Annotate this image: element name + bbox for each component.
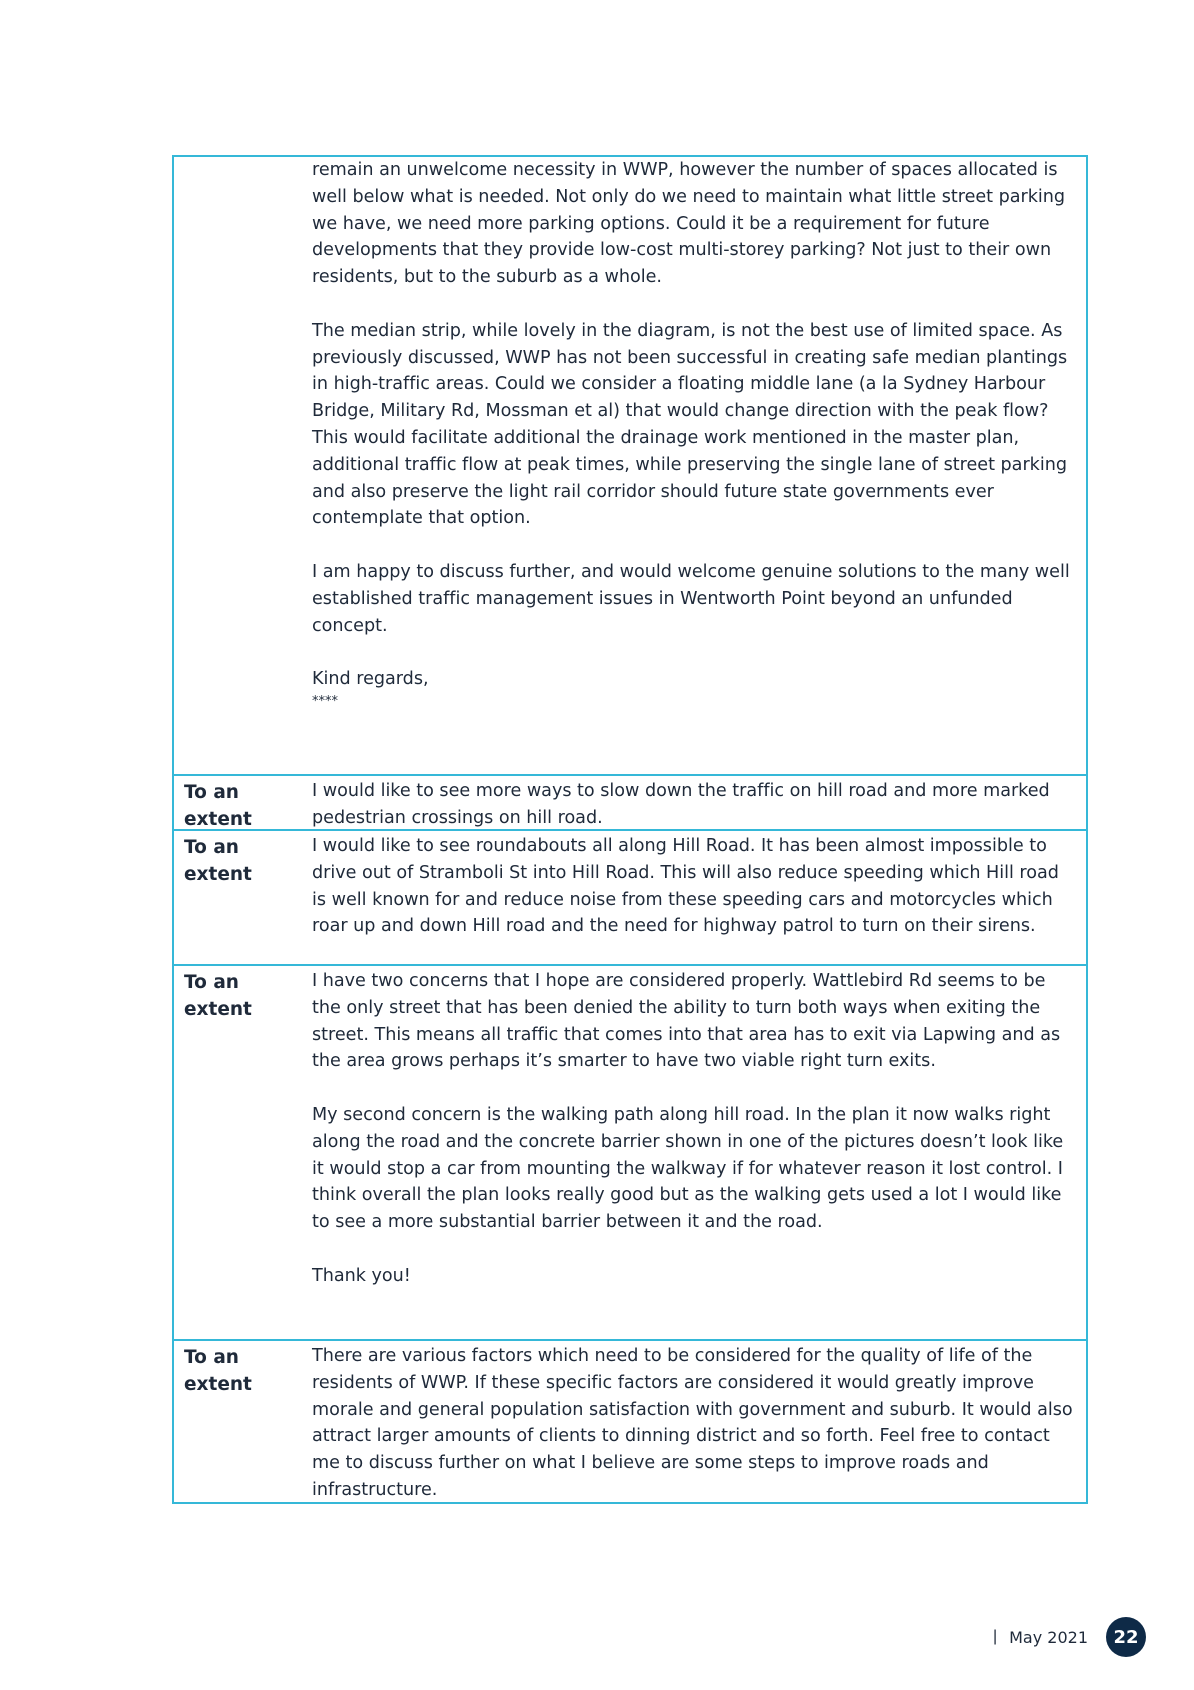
feedback-table (172, 155, 1088, 1504)
response-label (174, 157, 312, 774)
comment-paragraph: I would like to see more ways to slow down the traffic on hill road and more marked pedestrian crossings on hill road. (312, 781, 1050, 828)
comment-text (312, 966, 1086, 1339)
comment-paragraph: There are various factors which need to be considered for the quality of life of the residents of WWP. If these specific factors are considered it would greatly improve morale and general population satisfaction with government and suburb. It would also attract larger amounts of clients to dinning district and so forth. Feel free to contact me to discuss further on what I believe are some steps to improve roads and infrastructure. (312, 1346, 1073, 1500)
response-label: To an extent (184, 837, 252, 885)
table-row (174, 1339, 1086, 1502)
comment-text (312, 831, 1086, 964)
comment-paragraph: I have two concerns that I hope are considered properly. Wattlebird Rd seems to be the only street that has been denied the ability to turn both ways when exiting the street. This means all traffic that comes into that area has to exit via Lapwing and as the area grows perhaps it’s smarter to have two viable right turn exits. (312, 971, 1061, 1072)
comment-text (312, 776, 1086, 829)
response-label: To an extent (184, 782, 252, 829)
comment-paragraph: My second concern is the walking path along hill road. In the plan it now walks right along the road and the concrete barrier shown in one of the pictures doesn’t look like it would stop a car from mounting the walkway if for whatever reason it lost control. I think overall the plan looks really good but as the walking gets used a lot I would like to see a more substantial barrier between it and the road. (312, 1104, 1064, 1233)
table-row (174, 774, 1086, 829)
table-row (174, 157, 1086, 774)
comment-paragraph: Kind regards, (312, 669, 429, 690)
comment-paragraph: I would like to see roundabouts all along Hill Road. It has been almost impossible to drive out of Stramboli St into Hill Road. This will also reduce speeding which Hill road is well known for and reduce noise from these speeding cars and motorcycles which roar up and down Hill road and the need for highway patrol to turn on their sirens. (312, 836, 1059, 937)
page-number-badge: 22 (1106, 1617, 1146, 1657)
comment-text (312, 1341, 1086, 1502)
footer-date: May 2021 (1009, 1627, 1088, 1647)
comment-paragraph: Thank you! (312, 1265, 411, 1286)
table-row (174, 829, 1086, 964)
comment-text (312, 157, 1086, 774)
table-row (174, 964, 1086, 1339)
response-label: To an extent (184, 972, 252, 1020)
page-footer (993, 1617, 1146, 1657)
response-label: To an extent (184, 1347, 252, 1395)
comment-paragraph: The median strip, while lovely in the diagram, is not the best use of limited space. As previously discussed, WWP has not been successful in creating safe median plantings in high-traffic areas. Could we consider a floating middle lane (a la Sydney Harbour Bridge, Military Rd, Mossman et al) that would change direction with the peak flow? This would facilitate additional the drainage work mentioned in the master plan, additional traffic flow at peak times, while preserving the single lane of street parking and also preserve the light rail corridor should future state governments ever contemplate that option. (312, 320, 1068, 529)
comment-paragraph: I am happy to discuss further, and would welcome genuine solutions to the many well established traffic management issues in Wentworth Point beyond an unfunded concept. (312, 561, 1070, 636)
comment-paragraph: remain an unwelcome necessity in WWP, however the number of spaces allocated is well below what is needed. Not only do we need to maintain what little street parking we have, we need more parking options. Could it be a requirement for future developments that they provide low-cost multi-storey parking? Not just to their own residents, but to the suburb as a whole. (312, 160, 1066, 288)
signature-redacted: **** (312, 693, 338, 709)
footer-separator: | (992, 1628, 998, 1645)
